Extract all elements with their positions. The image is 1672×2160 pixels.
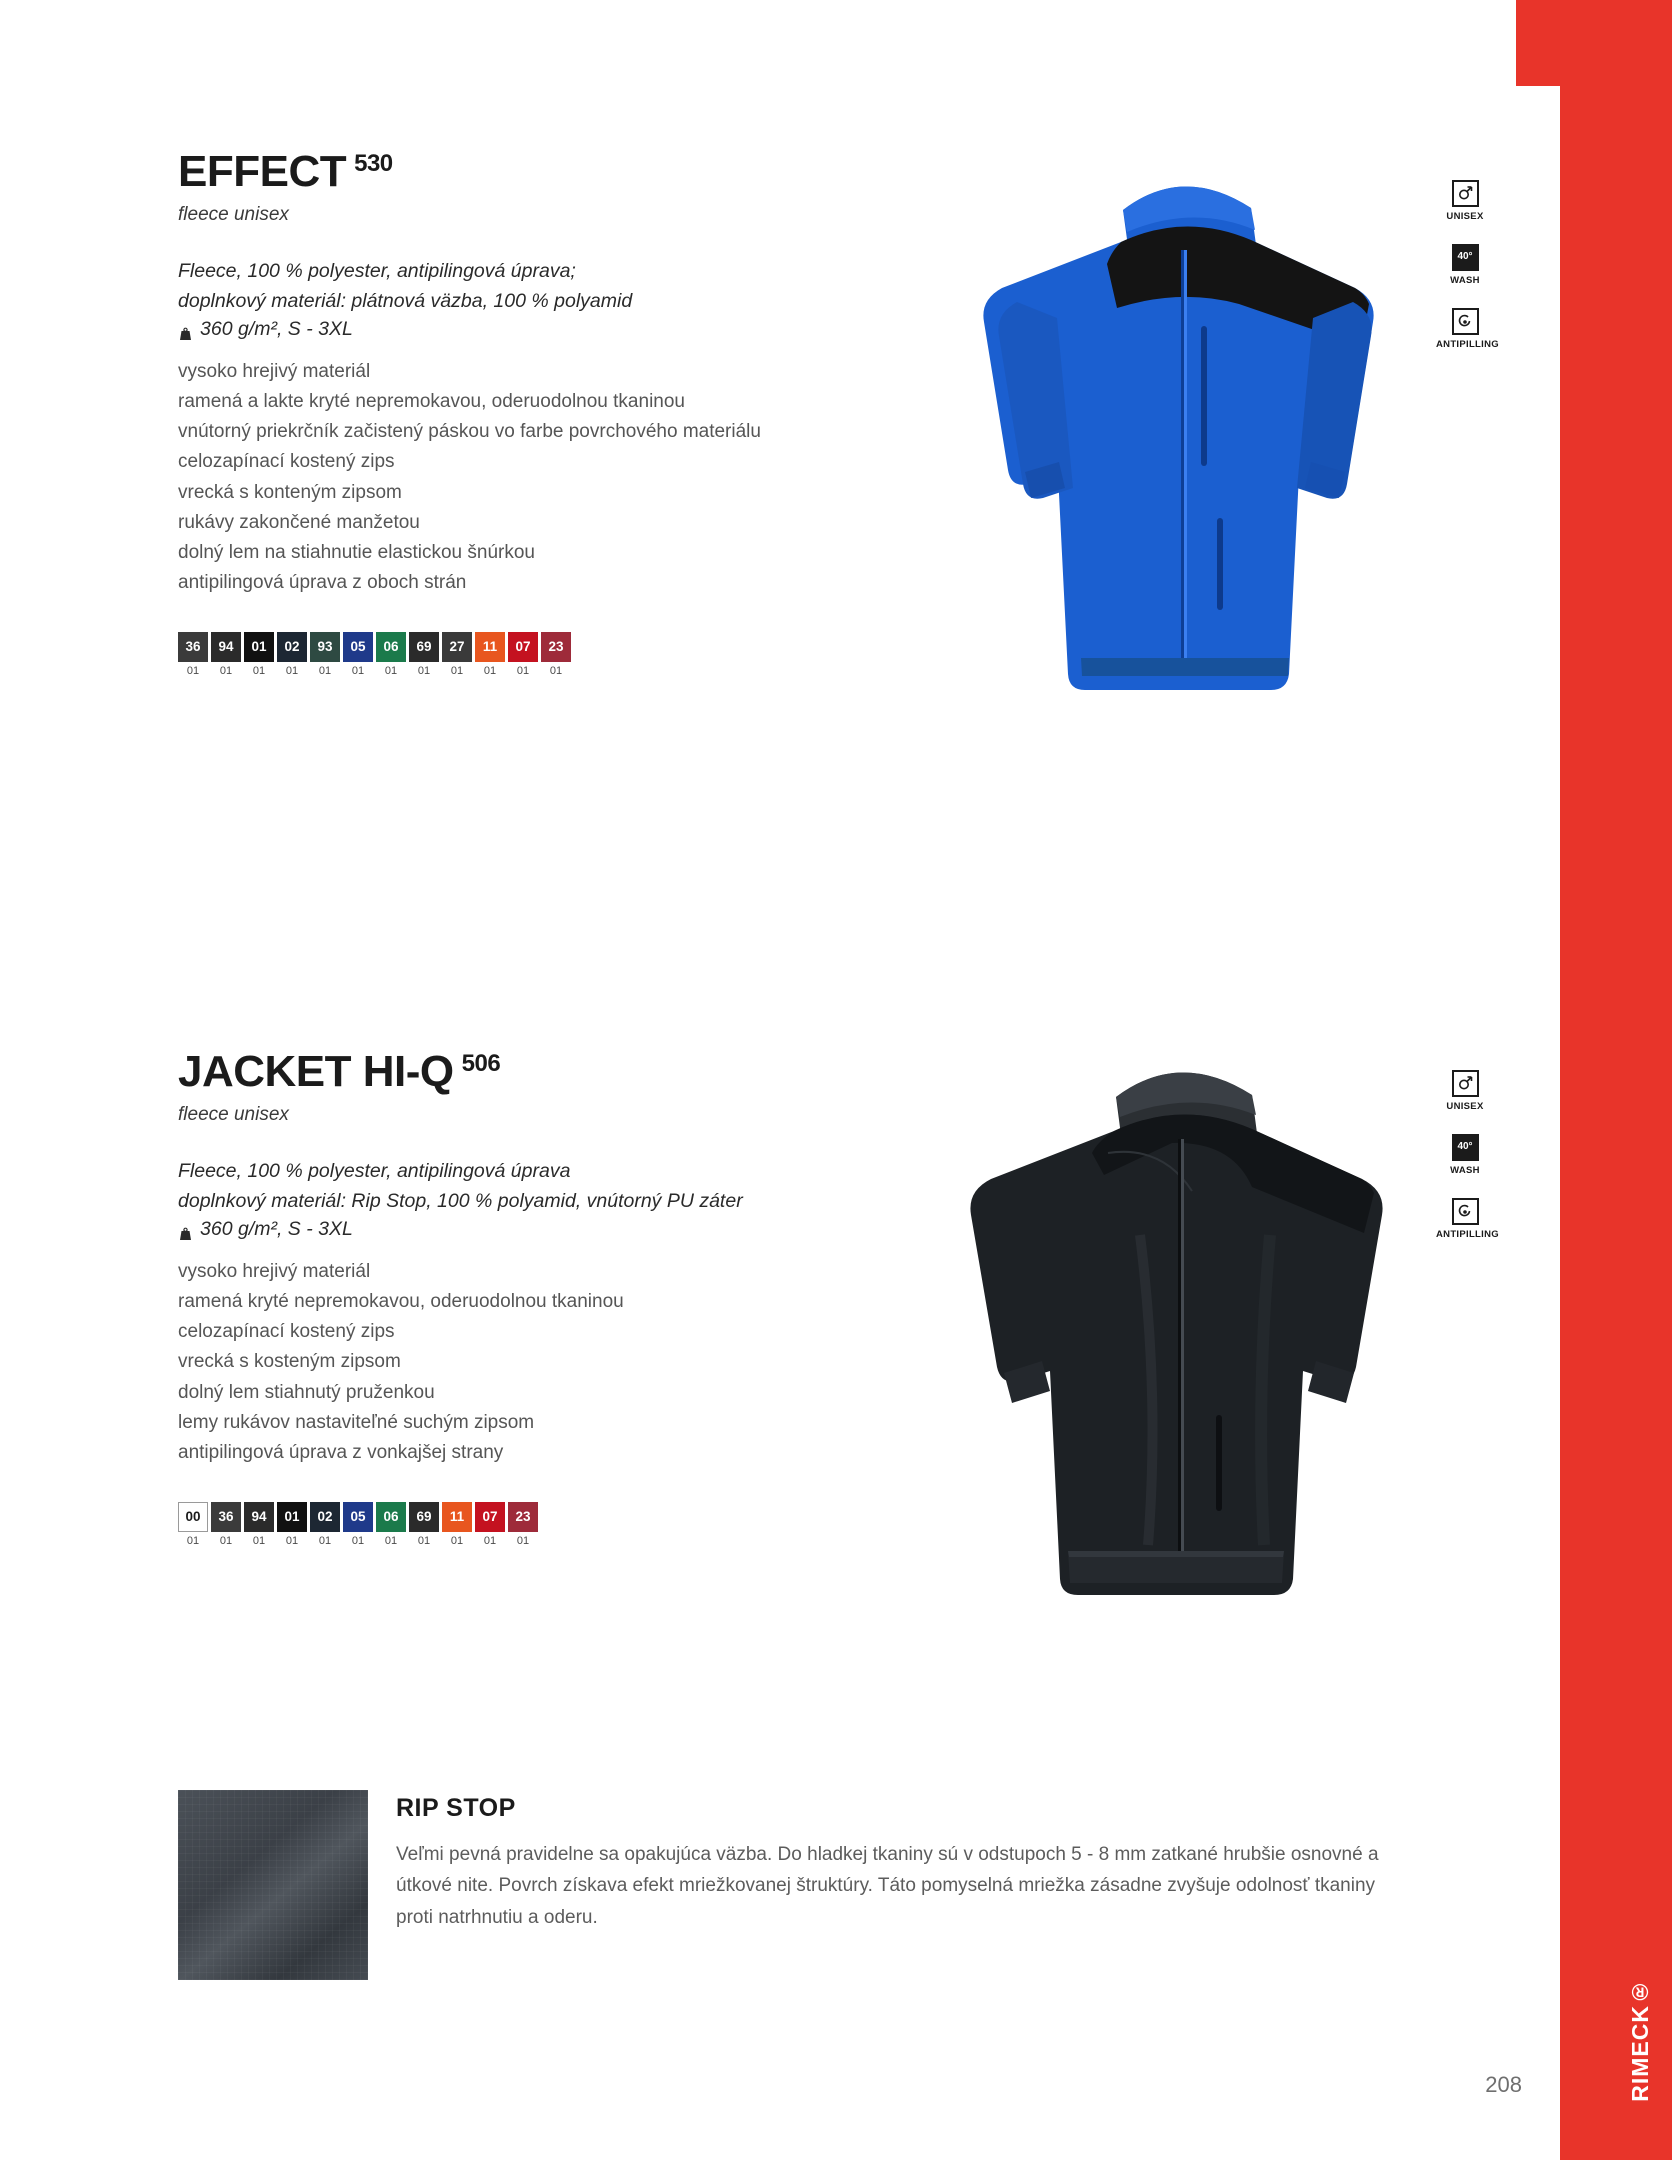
unisex-icon [1452,1070,1479,1097]
feature-item: vrecká s konteným zipsom [178,481,402,503]
color-swatch[interactable] [277,632,307,677]
feature-item: celozapínací kostený zips [178,1321,395,1343]
weight-text: 360 g/m², S - 3XL [200,318,353,341]
care-label: ANTIPILLING [1436,1229,1499,1240]
color-swatch[interactable] [310,1502,340,1547]
color-swatch-sub: 01 [450,1534,464,1547]
feature-item: ramená a lakte kryté nepremokavou, oderuodolnou tkaninou [178,391,685,413]
color-swatch-code: 11 [475,632,505,662]
product-name: EFFECT [178,147,347,196]
feature-item: antipilingová úprava z vonkajšej strany [178,1441,504,1463]
page-title [178,1047,743,1096]
feature-item: antipilingová úprava z oboch strán [178,571,467,593]
care-unisex [1436,180,1494,222]
color-swatch[interactable] [178,1502,208,1547]
care-label: WASH [1450,275,1480,286]
color-swatch-sub: 01 [483,664,497,677]
color-swatch-sub: 01 [549,664,563,677]
feature-item: vnútorný priekrčník začistený páskou vo farbe povrchového materiálu [178,421,761,443]
antipilling-icon [1452,1198,1479,1225]
color-swatch-sub: 01 [516,664,530,677]
color-swatch[interactable] [508,1502,538,1547]
color-swatch-sub: 01 [516,1534,530,1547]
color-swatch[interactable] [211,1502,241,1547]
color-swatch-code: 69 [409,632,439,662]
care-icon-column [1436,180,1499,372]
care-label: UNISEX [1446,211,1484,222]
color-swatch[interactable] [442,632,472,677]
color-swatch[interactable] [343,632,373,677]
weight-icon [178,324,193,338]
product-subtitle: fleece unisex [178,1104,289,1125]
feature-item: vrecká s kosteným zipsom [178,1351,401,1373]
product-weight [178,1218,743,1241]
color-swatch-sub: 01 [285,1534,299,1547]
color-swatch[interactable] [508,632,538,677]
care-antipilling [1436,308,1499,350]
care-label: UNISEX [1446,1101,1484,1112]
weight-text: 360 g/m², S - 3XL [200,1218,353,1241]
care-wash [1436,244,1494,286]
wash-40-icon [1452,244,1479,271]
color-swatch-sub: 01 [318,1534,332,1547]
product-code: 506 [461,1050,501,1077]
color-swatch-row[interactable] [178,1502,743,1547]
product-features [178,1257,743,1467]
color-swatch-code: 06 [376,1502,406,1532]
color-swatch-code: 93 [310,632,340,662]
color-swatch-sub: 01 [417,664,431,677]
care-wash [1436,1134,1494,1176]
product-material [178,1156,743,1216]
material-line: Fleece, 100 % polyester, antipilingová úprava [178,1160,571,1182]
product-image-jacket-hi-q [940,1035,1420,1630]
info-text-wrap [396,1790,1416,1980]
page-edge-notch [1516,0,1560,86]
product-subtitle: fleece unisex [178,204,289,225]
color-swatch-sub: 01 [252,1534,266,1547]
feature-item: dolný lem na stiahnutie elastickou šnúrkou [178,541,535,563]
info-title: RIP STOP [396,1794,516,1822]
color-swatch-sub: 01 [318,664,332,677]
info-body: Veľmi pevná pravidelne sa opakujúca väzba. Do hladkej tkaniny sú v odstupoch 5 - 8 mm zatkané hrubšie osnovné a útkové nite. Povrch získava efekt mriežkovanej štruktúry. Táto pomyselná mriežka zásadne zvyšuje odolnosť tkaniny proti natrhnutiu a oderu. [396,1844,1379,1928]
color-swatch[interactable] [475,632,505,677]
color-swatch-sub: 01 [351,1534,365,1547]
feature-item: rukávy zakončené manžetou [178,511,420,533]
care-icon-column [1436,1070,1499,1262]
brand-logo: RIMECK® [1627,1978,1653,2102]
product-material [178,256,761,316]
color-swatch-sub: 01 [219,664,233,677]
color-swatch-sub: 01 [417,1534,431,1547]
color-swatch-code: 36 [178,632,208,662]
color-swatch-code: 05 [343,632,373,662]
color-swatch-sub: 01 [483,1534,497,1547]
color-swatch-code: 07 [475,1502,505,1532]
color-swatch-code: 11 [442,1502,472,1532]
color-swatch-code: 06 [376,632,406,662]
color-swatch-code: 27 [442,632,472,662]
color-swatch[interactable] [541,632,571,677]
wash-temperature: 40° [1457,1141,1473,1152]
color-swatch-row[interactable] [178,632,761,677]
feature-item: vysoko hrejivý materiál [178,361,371,383]
product-weight [178,318,761,341]
color-swatch-code: 00 [178,1502,208,1532]
feature-item: dolný lem stiahnutý pruženkou [178,1381,435,1403]
color-swatch-code: 23 [541,632,571,662]
color-swatch[interactable] [310,632,340,677]
care-unisex [1436,1070,1494,1112]
page-title [178,147,761,196]
color-swatch-code: 36 [211,1502,241,1532]
color-swatch-code: 02 [310,1502,340,1532]
color-swatch-code: 23 [508,1502,538,1532]
product-image-effect [955,150,1415,725]
page-number: 208 [1485,2072,1522,2097]
color-swatch-sub: 01 [384,664,398,677]
color-swatch-sub: 01 [285,664,299,677]
color-swatch-sub: 01 [351,664,365,677]
material-line: doplnkový materiál: plátnová väzba, 100 % polyamid [178,290,633,313]
color-swatch-sub: 01 [219,1534,233,1547]
care-label: ANTIPILLING [1436,339,1499,350]
care-antipilling [1436,1198,1499,1240]
color-swatch-sub: 01 [384,1534,398,1547]
color-swatch-code: 69 [409,1502,439,1532]
color-swatch[interactable] [409,632,439,677]
feature-item: vysoko hrejivý materiál [178,1261,371,1283]
color-swatch-code: 02 [277,632,307,662]
material-line: Fleece, 100 % polyester, antipilingová úprava; [178,260,576,282]
color-swatch[interactable] [277,1502,307,1547]
product-code: 530 [354,150,393,177]
wash-40-icon [1452,1134,1479,1161]
antipilling-icon [1452,308,1479,335]
color-swatch-code: 94 [211,632,241,662]
color-swatch-code: 01 [277,1502,307,1532]
feature-item: celozapínací kostený zips [178,451,395,473]
unisex-icon [1452,180,1479,207]
color-swatch[interactable] [442,1502,472,1547]
color-swatch-sub: 01 [186,664,200,677]
color-swatch[interactable] [376,1502,406,1547]
feature-item: lemy rukávov nastaviteľné suchým zipsom [178,1411,535,1433]
fabric-swatch-image [178,1790,368,1980]
color-swatch-code: 05 [343,1502,373,1532]
material-line: doplnkový materiál: Rip Stop, 100 % polyamid, vnútorný PU záter [178,1190,743,1213]
color-swatch[interactable] [178,632,208,677]
color-swatch[interactable] [409,1502,439,1547]
color-swatch[interactable] [211,632,241,677]
color-swatch[interactable] [244,632,274,677]
color-swatch-code: 01 [244,632,274,662]
page-edge-band [1560,0,1672,2160]
color-swatch-sub: 01 [252,664,266,677]
color-swatch[interactable] [343,1502,373,1547]
color-swatch[interactable] [376,632,406,677]
care-label: WASH [1450,1165,1480,1176]
color-swatch[interactable] [244,1502,274,1547]
feature-item: ramená kryté nepremokavou, oderuodolnou tkaninou [178,1291,624,1313]
product-block-jacket-hi-q [178,1047,743,1547]
color-swatch-sub: 01 [186,1534,200,1547]
color-swatch[interactable] [475,1502,505,1547]
color-swatch-code: 07 [508,632,538,662]
info-block-rip-stop [178,1790,1416,1980]
wash-temperature: 40° [1457,251,1473,262]
color-swatch-code: 94 [244,1502,274,1532]
product-name: JACKET HI-Q [178,1047,454,1096]
color-swatch-sub: 01 [450,664,464,677]
weight-icon [178,1224,193,1238]
product-features [178,357,761,597]
product-block-effect [178,147,761,677]
